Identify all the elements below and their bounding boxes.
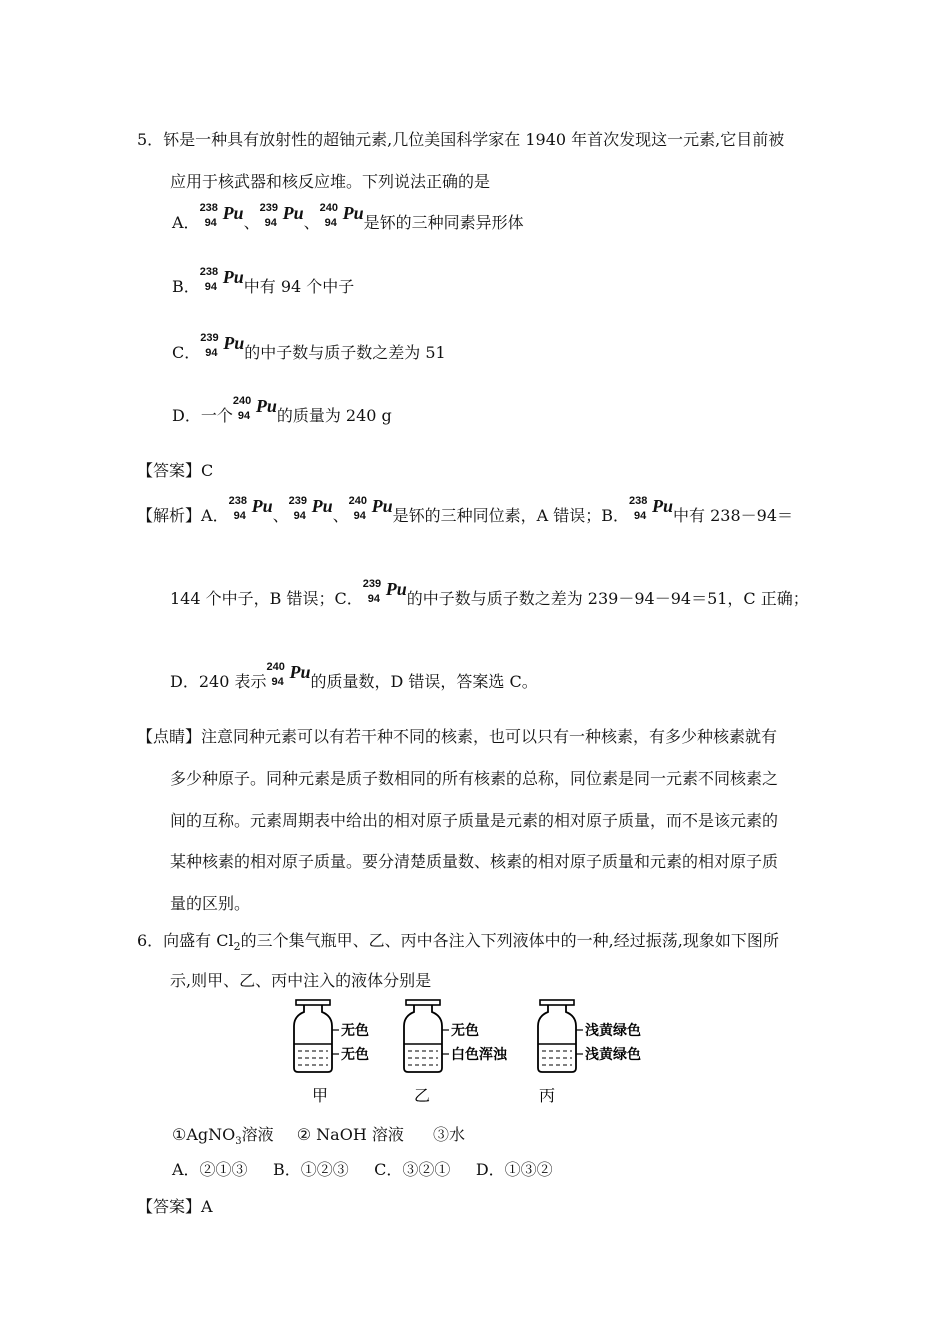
q5-analysis-line2: 144 个中子，B 错误；C． 239 94 Pu 的中子数与质子数之差为 239－94－94＝51，C 正确； [170,578,809,608]
nuclide-pu238: 238 94 Pu [199,202,244,229]
q5-tip-line4: 某种核素的相对原子质量。要分清楚质量数、核素的相对原子质量和元素的相对原子质 [170,852,779,871]
nuclide-pu239: 239 94 Pu [288,495,333,522]
q6-stem-line1: 6．向盛有 $Cl_2$的三个集气瓶甲、乙、丙中各注入下列液体中的一种,经过振荡,现象如下图所 [137,931,779,954]
nuclide-pu238: 238 94 Pu [629,495,674,522]
yi-top-label: 无色 [451,1023,479,1039]
jia-name-label: 甲 [312,1086,329,1105]
q5-tip-line5: 量的区别。 [170,894,251,913]
bing-name-label: 丙 [539,1086,556,1105]
nuclide-pu240: 240 94 Pu [232,395,277,422]
jia-top-label: 无色 [341,1023,369,1039]
yi-name-label: 乙 [414,1086,431,1105]
q5-option-b[interactable]: B． 238 94 Pu 中有 94 个中子 [172,266,355,296]
q6-liquids: ①AgNO$_3$溶液 ② NaOH 溶液 ③水 [172,1125,465,1148]
gas-jar-bing [538,1000,641,1072]
q5-analysis-line3: D．240 表示 240 94 Pu 的质量数，D 错误，答案选 C。 [170,661,538,691]
nuclide-pu238: 238 94 Pu [228,495,273,522]
q5-option-c[interactable]: C． 239 94 Pu 的中子数与质子数之差为 51 [172,332,446,362]
gas-jar-figure [282,998,662,1118]
q6-answer: 【答案】A [137,1197,213,1216]
gas-jar-yi [404,1000,508,1072]
q5-stem-line1: 5．钚是一种具有放射性的超铀元素,几位美国科学家在 1940 年首次发现这一元素,它目前被 [137,130,785,149]
gas-jar-jia [294,1000,369,1072]
q5-tip-line2: 多少种原子。同种元素是质子数相同的所有核素的总称，同位素是同一元素不同核素之 [170,769,779,788]
yi-bottom-label: 白色浑浊 [451,1047,507,1063]
q5-stem-line2: 应用于核武器和核反应堆。下列说法正确的是 [170,172,491,191]
bing-top-label: 浅黄绿色 [585,1023,641,1039]
nuclide-pu240: 240 94 Pu [319,202,364,229]
nuclide-pu240: 240 94 Pu [266,661,311,688]
q5-option-a[interactable]: A． 238 94 Pu 、 239 94 Pu 、 240 94 Pu 是钚的三种同素异形体 [172,202,524,232]
bing-bottom-label: 浅黄绿色 [585,1047,641,1063]
q5-tip-line1: 【点睛】注意同种元素可以有若干种不同的核素，也可以只有一种核素，有多少种核素就有 [137,727,778,746]
q5-answer: 【答案】C [137,461,214,480]
nuclide-pu239: 239 94 Pu [200,332,245,359]
q6-choices[interactable]: A．②①③ B．①②③ C．③②① D．①③② [172,1160,553,1179]
jia-bottom-label: 无色 [341,1047,369,1063]
nuclide-pu239: 239 94 Pu [362,578,407,605]
q5-analysis-line1: 【解析】A． 238 94 Pu 、 239 94 Pu 、 240 94 Pu 是钚的三种同位素，A 错误；B． 238 94 Pu 中有 238－94＝ [137,495,794,525]
nuclide-pu239: 239 94 Pu [259,202,304,229]
q6-stem-line2: 示,则甲、乙、丙中注入的液体分别是 [170,971,432,990]
nuclide-pu240: 240 94 Pu [348,495,393,522]
nuclide-pu238: 238 94 Pu [199,266,244,293]
q5-tip-line3: 间的互称。元素周期表中给出的相对原子质量是元素的相对原子质量，而不是该元素的 [170,811,779,830]
q5-option-d[interactable]: D．一个 240 94 Pu 的质量为 240 g [172,395,392,425]
